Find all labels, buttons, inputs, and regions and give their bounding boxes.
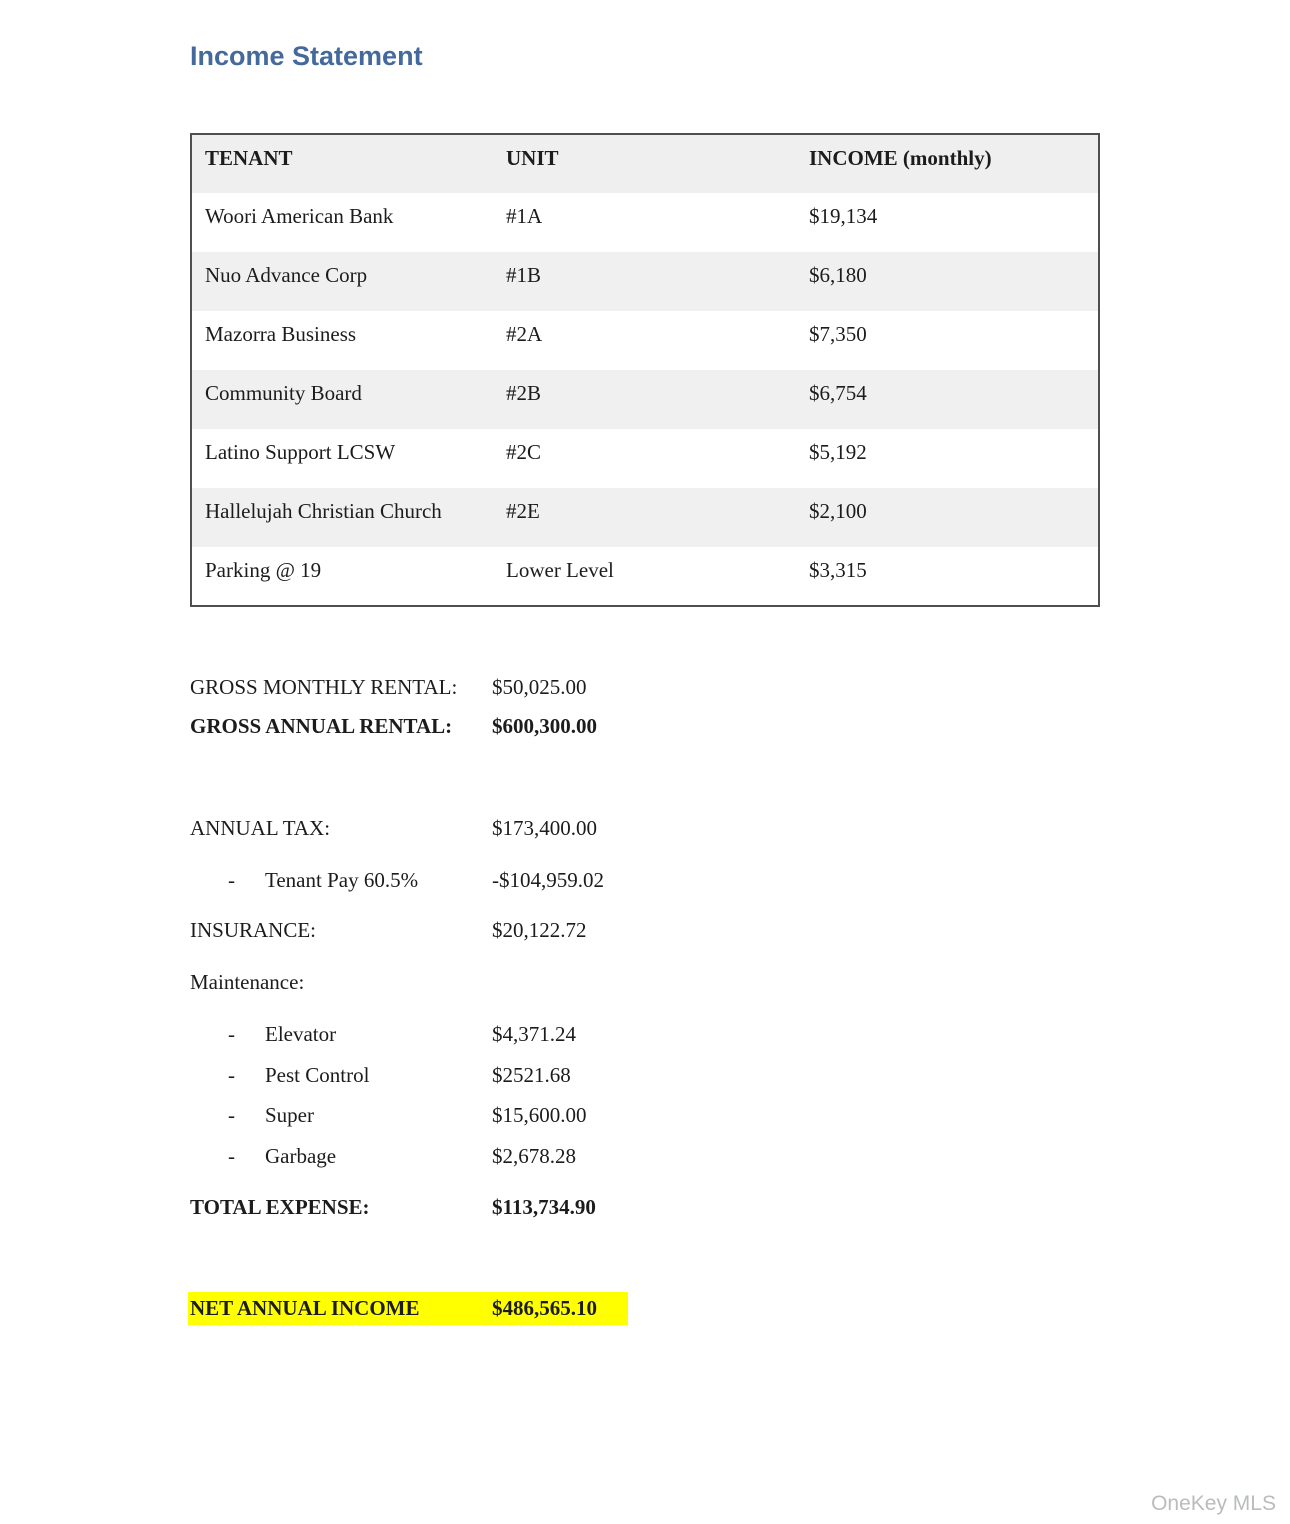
summary-value: $600,300.00 (492, 714, 597, 738)
summary-value: $15,600.00 (492, 1103, 587, 1127)
summary-row-pest-control (190, 1060, 890, 1092)
dash-bullet: - (228, 1144, 235, 1168)
summary-row-gross-monthly (190, 672, 890, 704)
summary-label: Garbage (265, 1144, 337, 1168)
summary-label: Pest Control (265, 1063, 370, 1087)
dash-bullet: - (228, 1063, 235, 1087)
summary-row-tenant-pay (190, 865, 890, 897)
unit-cell: #2B (493, 370, 796, 429)
summary-row-garbage (190, 1141, 890, 1173)
col-header-tenant: TENANT (191, 134, 493, 193)
summary-row-maintenance (190, 967, 890, 999)
unit-cell: #2E (493, 488, 796, 547)
table-row (191, 547, 1099, 606)
income-cell: $3,315 (809, 558, 867, 582)
tenant-cell: Nuo Advance Corp (191, 252, 493, 311)
table-row (191, 252, 1099, 311)
table-header-row (191, 134, 1099, 193)
summary-value: $113,734.90 (492, 1195, 596, 1219)
col-header-unit: UNIT (493, 134, 796, 193)
unit-cell: #1B (493, 252, 796, 311)
summary-label: Maintenance: (190, 970, 305, 994)
tenant-cell: Mazorra Business (205, 322, 357, 346)
summary-value: $50,025.00 (492, 675, 587, 699)
income-cell: $19,134 (809, 204, 878, 228)
tenant-cell: Parking @ 19 (205, 558, 322, 582)
income-cell: $6,180 (796, 252, 1099, 311)
page-title: Income Statement (190, 41, 423, 71)
table-row (191, 193, 1099, 252)
table-row (191, 370, 1099, 429)
income-cell: $6,754 (796, 370, 1099, 429)
summary-label: Elevator (265, 1022, 337, 1046)
summary-label: NET ANNUAL INCOME (190, 1296, 420, 1320)
summary-value: $486,565.10 (492, 1296, 597, 1320)
summary-row-gross-annual (190, 711, 890, 743)
summary-row-annual-tax (190, 813, 890, 845)
tenant-cell: Latino Support LCSW (205, 440, 396, 464)
income-cell: $2,100 (796, 488, 1099, 547)
summary-value: $20,122.72 (492, 918, 587, 942)
unit-cell: #1A (506, 204, 543, 228)
summary-label: GROSS ANNUAL RENTAL: (190, 714, 453, 738)
dash-bullet: - (228, 1103, 235, 1127)
summary-row-insurance (190, 915, 890, 947)
tenant-cell: Community Board (191, 370, 493, 429)
table-row (191, 488, 1099, 547)
summary-label: TOTAL EXPENSE: (190, 1195, 370, 1219)
dash-bullet: - (228, 868, 235, 892)
tenant-income-table (190, 133, 1100, 607)
table-row (191, 311, 1099, 370)
summary-value: $4,371.24 (492, 1022, 576, 1046)
table-row (191, 429, 1099, 488)
tenant-cell: Woori American Bank (205, 204, 394, 228)
summary-label: Tenant Pay 60.5% (265, 868, 419, 892)
tenant-cell: Hallelujah Christian Church (191, 488, 493, 547)
summary-value: -$104,959.02 (492, 868, 604, 892)
summary-label: ANNUAL TAX: (190, 816, 331, 840)
unit-cell: Lower Level (506, 558, 614, 582)
net-annual-income-highlight (188, 1292, 628, 1325)
income-cell: $7,350 (809, 322, 867, 346)
income-cell: $5,192 (809, 440, 867, 464)
summary-label: GROSS MONTHLY RENTAL: (190, 675, 458, 699)
summary-row-elevator (190, 1019, 890, 1051)
summary-value: $2521.68 (492, 1063, 571, 1087)
summary-value: $173,400.00 (492, 816, 597, 840)
summary-label: Super (265, 1103, 314, 1127)
col-header-income: INCOME (monthly) (796, 134, 1099, 193)
unit-cell: #2A (506, 322, 543, 346)
onekey-mls-watermark: OneKey MLS (1151, 1492, 1276, 1515)
summary-row-total-expense (190, 1192, 890, 1224)
unit-cell: #2C (506, 440, 542, 464)
summary-row-super (190, 1100, 890, 1132)
summary-value: $2,678.28 (492, 1144, 576, 1168)
dash-bullet: - (228, 1022, 235, 1046)
summary-label: INSURANCE: (190, 918, 317, 942)
